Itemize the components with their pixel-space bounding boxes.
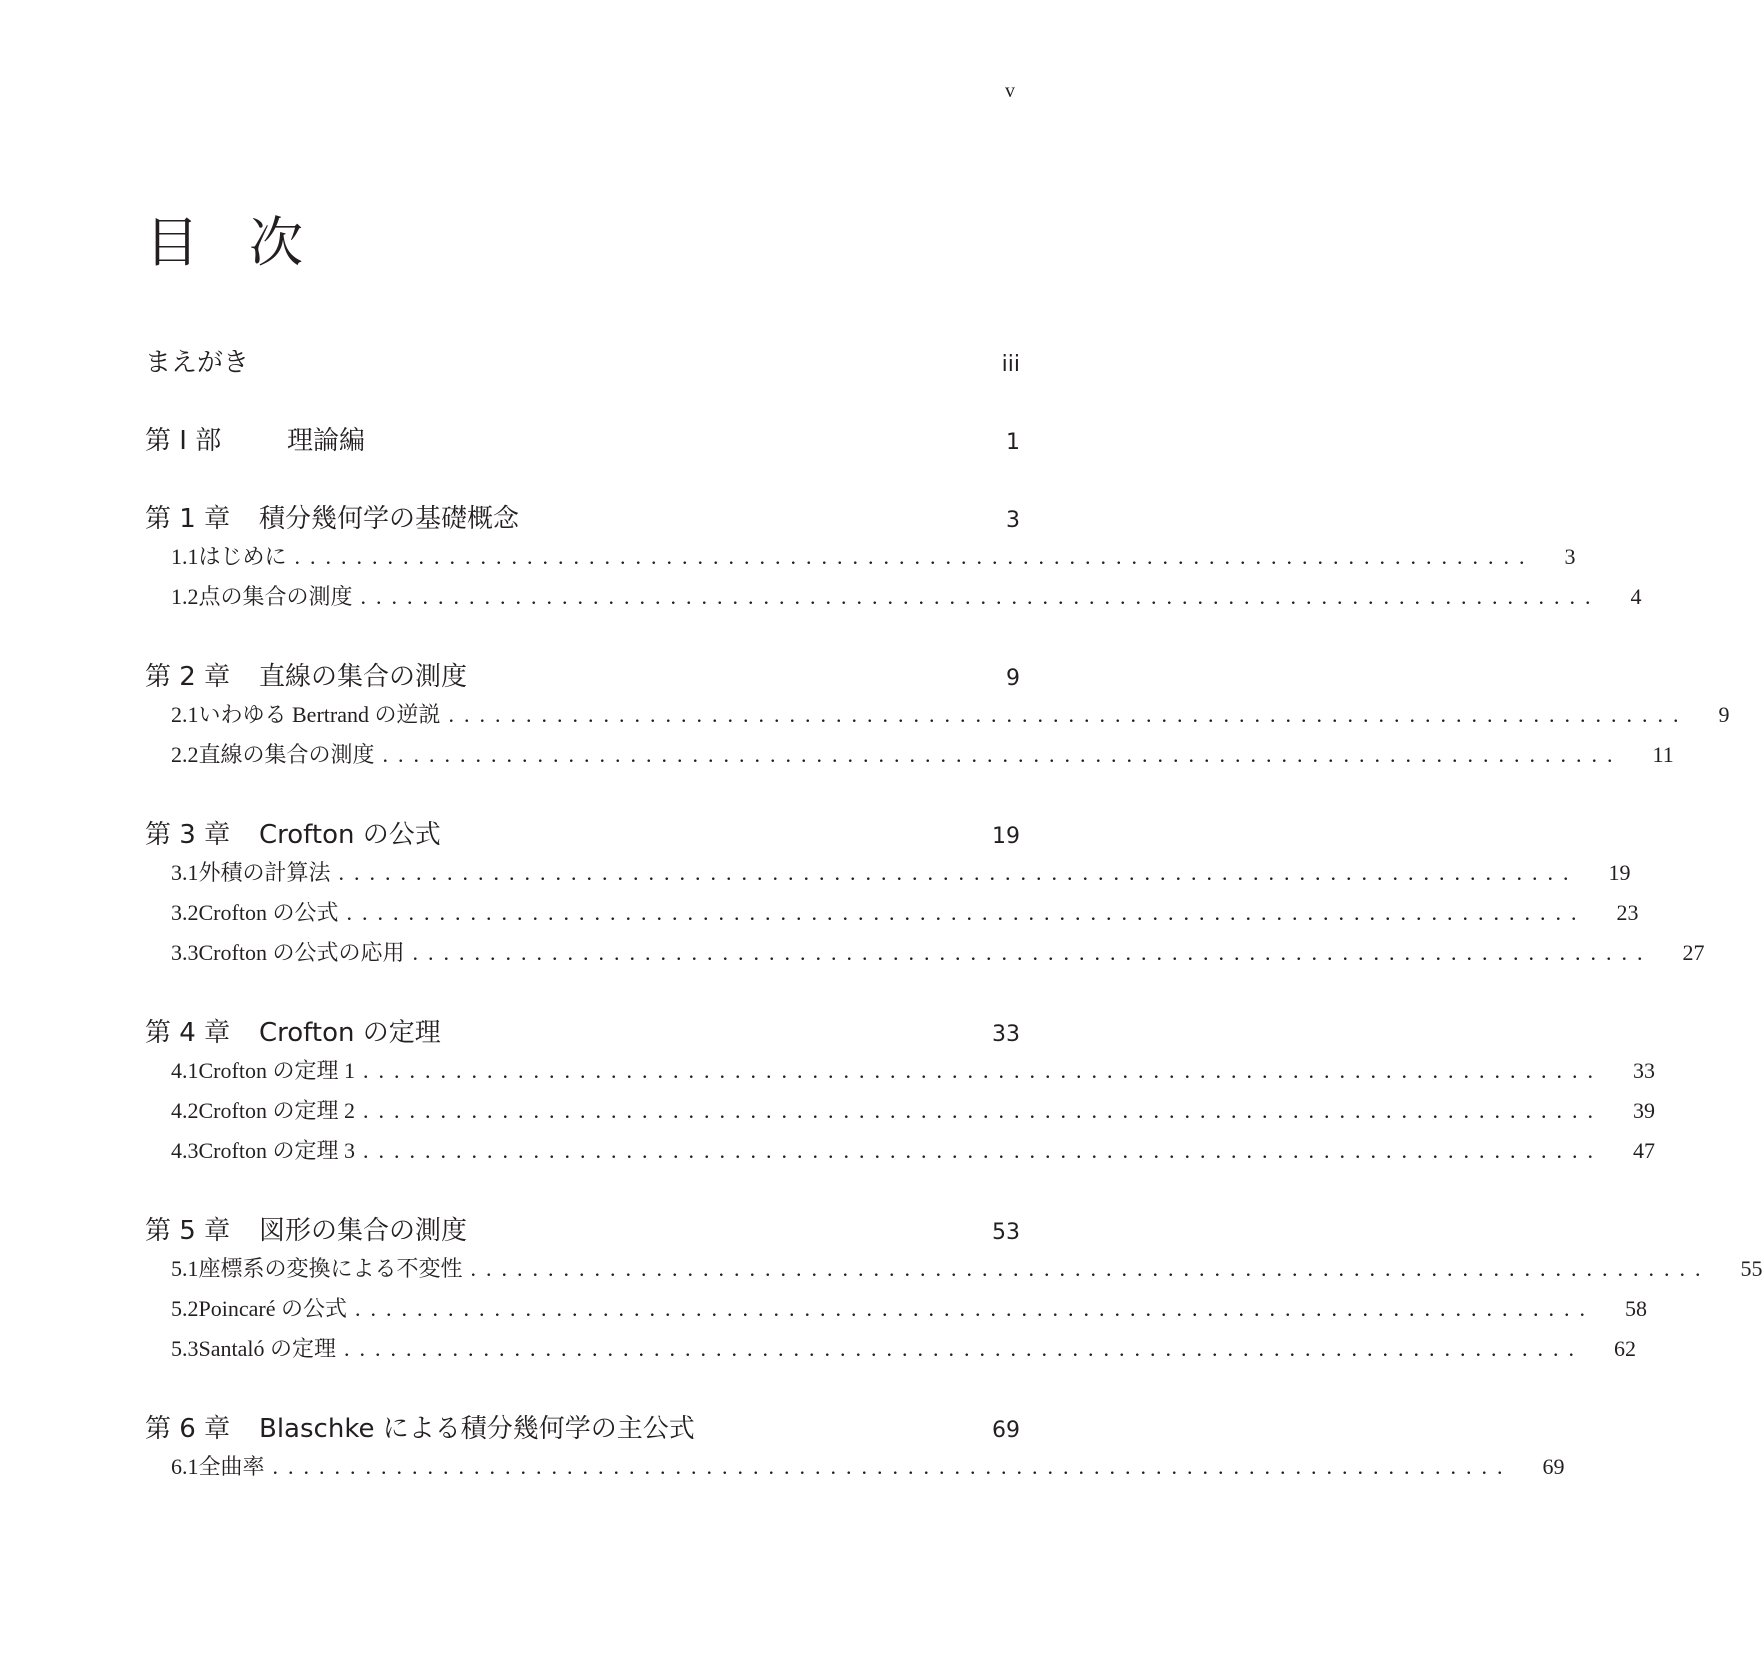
toc-section[interactable] [145, 540, 1576, 571]
section-title: 直線の集合の測度 [198, 742, 375, 767]
chapter-number: 第 5 章 [145, 1216, 231, 1246]
section-number: 5.2 [171, 1296, 199, 1321]
section-page: 23 [1616, 900, 1639, 925]
chapter-page: 69 [992, 1418, 1020, 1443]
section-page: 19 [1608, 860, 1631, 885]
chapter-page: 3 [1006, 508, 1020, 533]
toc-part-page: 1 [1006, 430, 1020, 455]
section-number: 4.3 [171, 1138, 199, 1163]
section-number: 3.3 [171, 940, 199, 965]
page-title-char-1: 目 [145, 211, 203, 274]
toc-section[interactable] [145, 698, 1730, 729]
chapter-title: 図形の集合の測度 [259, 1216, 468, 1246]
dot-leader: ................................................................................ [448, 702, 1689, 727]
toc-part-number: 第 I 部 [145, 426, 222, 456]
section-page: 69 [1542, 1454, 1565, 1479]
section-title: 外積の計算法 [198, 860, 331, 885]
toc-preface[interactable] [145, 342, 1020, 379]
toc-section[interactable] [145, 1450, 1565, 1481]
section-number: 2.1 [171, 702, 199, 727]
chapter-page: 9 [1006, 666, 1020, 691]
toc-section[interactable] [145, 856, 1631, 887]
toc-section[interactable] [145, 936, 1705, 967]
toc-section[interactable] [145, 1134, 1655, 1165]
chapter-number: 第 2 章 [145, 662, 231, 692]
section-number: 4.2 [171, 1098, 199, 1123]
toc-section[interactable] [145, 1332, 1636, 1363]
toc-section[interactable] [145, 1252, 1763, 1283]
page-title-char-2: 次 [249, 211, 307, 274]
toc-chapter[interactable] [145, 1210, 1020, 1247]
section-title: Crofton の定理 1 [198, 1058, 355, 1083]
dot-leader: ................................................................................ [362, 1098, 1603, 1123]
toc-preface-page: iii [1001, 352, 1020, 377]
section-title: 座標系の変換による不変性 [198, 1256, 463, 1281]
section-title: Poincaré の公式 [198, 1296, 347, 1321]
dot-leader: ................................................................................ [470, 1256, 1711, 1281]
section-title: Crofton の定理 2 [198, 1098, 355, 1123]
section-number: 1.1 [171, 544, 199, 569]
section-page: 47 [1632, 1138, 1655, 1163]
page-title [145, 200, 307, 277]
chapter-page: 19 [992, 824, 1020, 849]
dot-leader: ................................................................................ [360, 584, 1601, 609]
toc-section[interactable] [145, 580, 1642, 611]
dot-leader: ................................................................................ [362, 1058, 1603, 1083]
toc-section[interactable] [145, 1292, 1647, 1323]
section-title: 点の集合の測度 [198, 584, 353, 609]
dot-leader: ................................................................................ [346, 900, 1587, 925]
section-page: 3 [1564, 544, 1576, 569]
toc-chapter[interactable] [145, 1408, 1020, 1445]
dot-leader: ................................................................................ [362, 1138, 1603, 1163]
section-page: 58 [1624, 1296, 1647, 1321]
dot-leader: ................................................................................ [272, 1454, 1513, 1479]
chapter-number: 第 3 章 [145, 820, 231, 850]
section-page: 33 [1632, 1058, 1655, 1083]
toc-section[interactable] [145, 1094, 1655, 1125]
toc-part-title: 理論編 [287, 426, 366, 456]
section-page: 62 [1614, 1336, 1636, 1361]
toc-chapter[interactable] [145, 1012, 1020, 1049]
section-number: 3.1 [171, 860, 199, 885]
section-number: 5.1 [171, 1256, 199, 1281]
section-page: 11 [1652, 742, 1674, 767]
toc-section[interactable] [145, 738, 1674, 769]
dot-leader: ................................................................................ [294, 544, 1535, 569]
section-title: 全曲率 [198, 1454, 265, 1479]
page-number: v [1005, 80, 1015, 102]
section-page: 4 [1630, 584, 1642, 609]
chapter-title: 積分幾何学の基礎概念 [259, 504, 520, 534]
chapter-title: Crofton の定理 [259, 1018, 441, 1048]
chapter-number: 第 4 章 [145, 1018, 231, 1048]
toc-chapter[interactable] [145, 498, 1020, 535]
toc-part[interactable] [145, 420, 1020, 457]
section-page: 27 [1682, 940, 1705, 965]
dot-leader: ................................................................................ [354, 1296, 1595, 1321]
section-title: いわゆる Bertrand の逆説 [198, 702, 441, 727]
toc-preface-label: まえがき [145, 348, 250, 378]
chapter-title: Blaschke による積分幾何学の主公式 [259, 1414, 695, 1444]
section-number: 1.2 [171, 584, 199, 609]
section-number: 2.2 [171, 742, 199, 767]
section-title: Crofton の公式の応用 [198, 940, 405, 965]
section-title: Crofton の公式 [198, 900, 339, 925]
section-number: 3.2 [171, 900, 199, 925]
chapter-page: 53 [992, 1220, 1020, 1245]
section-title: Crofton の定理 3 [198, 1138, 355, 1163]
section-page: 55 [1740, 1256, 1763, 1281]
toc-chapter[interactable] [145, 814, 1020, 851]
dot-leader: ................................................................................ [382, 742, 1623, 767]
section-number: 6.1 [171, 1454, 199, 1479]
section-page: 39 [1632, 1098, 1655, 1123]
chapter-number: 第 1 章 [145, 504, 231, 534]
dot-leader: ................................................................................ [338, 860, 1579, 885]
section-number: 4.1 [171, 1058, 199, 1083]
chapter-title: Crofton の公式 [259, 820, 441, 850]
chapter-page: 33 [992, 1022, 1020, 1047]
section-title: はじめに [198, 544, 287, 569]
toc-section[interactable] [145, 1054, 1655, 1085]
dot-leader: ................................................................................ [412, 940, 1653, 965]
section-number: 5.3 [171, 1336, 199, 1361]
dot-leader: ................................................................................ [344, 1336, 1584, 1361]
chapter-number: 第 6 章 [145, 1414, 231, 1444]
section-title: Santaló の定理 [198, 1336, 336, 1361]
toc-chapter[interactable] [145, 656, 1020, 693]
toc-section[interactable] [145, 896, 1639, 927]
section-page: 9 [1718, 702, 1730, 727]
chapter-title: 直線の集合の測度 [259, 662, 468, 692]
